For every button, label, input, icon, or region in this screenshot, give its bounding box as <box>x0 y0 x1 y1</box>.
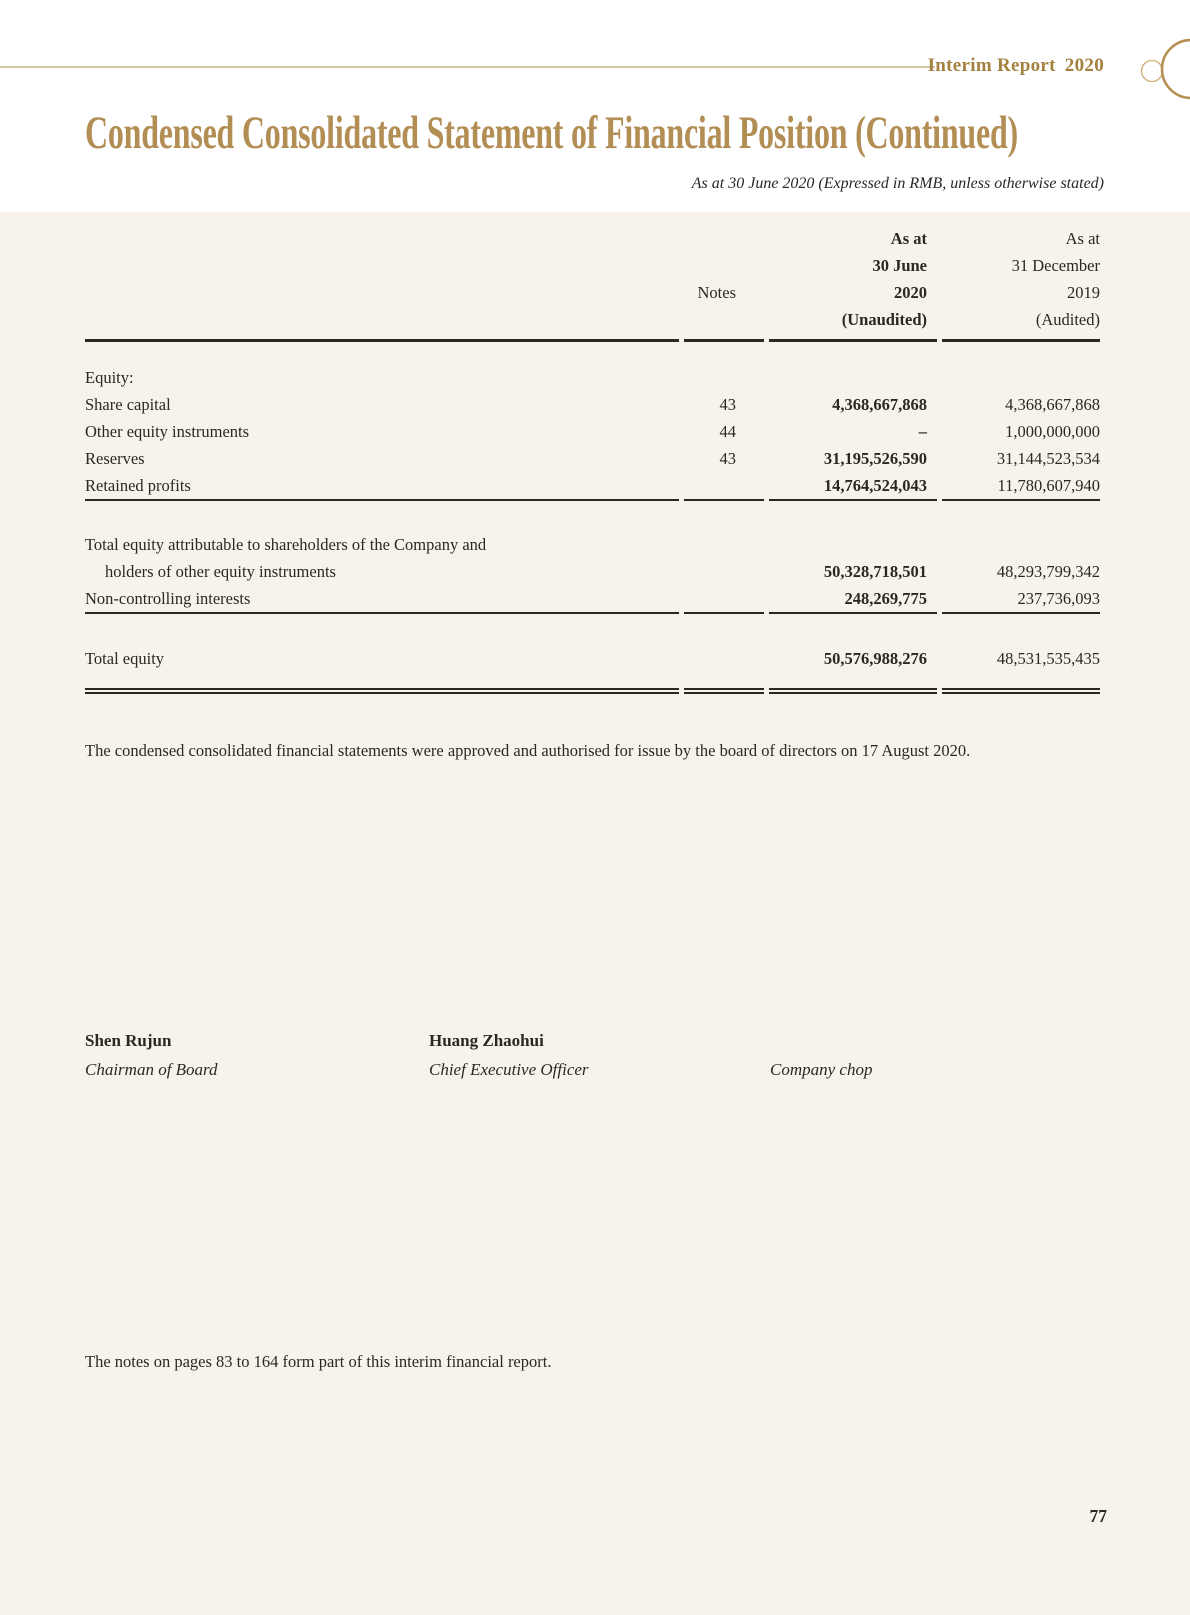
header-rule <box>0 66 935 68</box>
row-label: Total equity attributable to shareholders of the Company and <box>85 535 487 554</box>
current-value: 248,269,775 <box>769 585 937 614</box>
financial-position-table <box>80 225 1105 694</box>
signatory-role: Chief Executive Officer <box>429 1060 589 1079</box>
prior-value: 1,000,000,000 <box>1005 422 1100 441</box>
row-label: Share capital <box>85 395 171 414</box>
row-label: Non-controlling interests <box>85 585 679 614</box>
row-label: Retained profits <box>85 472 679 501</box>
spacer-row <box>85 614 1100 645</box>
row-label: holders of other equity instruments <box>105 562 336 581</box>
row-label: Other equity instruments <box>85 422 250 441</box>
current-value: 31,195,526,590 <box>823 449 927 468</box>
table-row <box>85 364 1100 391</box>
table-row <box>85 445 1100 472</box>
header-current-period: As at 30 June 2020 (Unaudited) <box>769 225 937 342</box>
table-header-row <box>85 225 1100 342</box>
page-subtitle: As at 30 June 2020 (Expressed in RMB, unless otherwise stated) <box>691 175 1104 192</box>
row-label: Total equity <box>85 645 679 694</box>
current-value: 14,764,524,043 <box>769 472 937 501</box>
prior-value: 4,368,667,868 <box>1005 395 1100 414</box>
header-notes: Notes <box>684 225 764 342</box>
prior-value: 237,736,093 <box>942 585 1100 614</box>
table-row <box>85 472 1100 501</box>
table-row <box>85 531 1100 558</box>
spacer-row <box>85 501 1100 531</box>
current-value: 50,328,718,501 <box>823 562 927 581</box>
table-row <box>85 585 1100 614</box>
note-ref: 43 <box>719 449 736 468</box>
footer-note: The notes on pages 83 to 164 form part of this interim financial report. <box>85 1352 552 1371</box>
approval-note: The condensed consolidated financial statements were approved and authorised for issue by the board of directors on 17 August 2020. <box>85 741 971 760</box>
running-head-year: 2020 <box>1064 55 1104 76</box>
current-value: 4,368,667,868 <box>832 395 927 414</box>
note-ref: 43 <box>719 395 736 414</box>
prior-value: 11,780,607,940 <box>942 472 1100 501</box>
row-label: Reserves <box>85 449 145 468</box>
prior-value: 48,531,535,435 <box>942 645 1100 694</box>
current-value: – <box>918 422 927 441</box>
signatory-name: Huang Zhaohui <box>429 1031 544 1050</box>
company-chop-label: Company chop <box>770 1060 873 1079</box>
page-number: 77 <box>1089 1506 1107 1526</box>
note-ref: 44 <box>719 422 736 441</box>
header-empty-cell <box>85 225 679 342</box>
spacer-row <box>85 342 1100 364</box>
brand-circles-icon <box>1110 0 1190 110</box>
prior-value: 48,293,799,342 <box>996 562 1100 581</box>
running-head <box>928 55 1104 77</box>
signature-block <box>85 1031 1105 1101</box>
table-row <box>85 558 1100 585</box>
table-row <box>85 418 1100 445</box>
running-head-label: Interim Report <box>927 55 1056 76</box>
header-prior-period: As at 31 December 2019 (Audited) <box>942 225 1100 342</box>
row-label: Equity: <box>85 368 134 387</box>
current-value: 50,576,988,276 <box>769 645 937 694</box>
table-row-total <box>85 645 1100 694</box>
prior-value: 31,144,523,534 <box>996 449 1100 468</box>
signatory-name: Shen Rujun <box>85 1031 172 1050</box>
table-row <box>85 391 1100 418</box>
signatory-role: Chairman of Board <box>85 1060 218 1079</box>
page-title: Condensed Consolidated Statement of Financial Position (Continued) <box>85 107 1019 159</box>
